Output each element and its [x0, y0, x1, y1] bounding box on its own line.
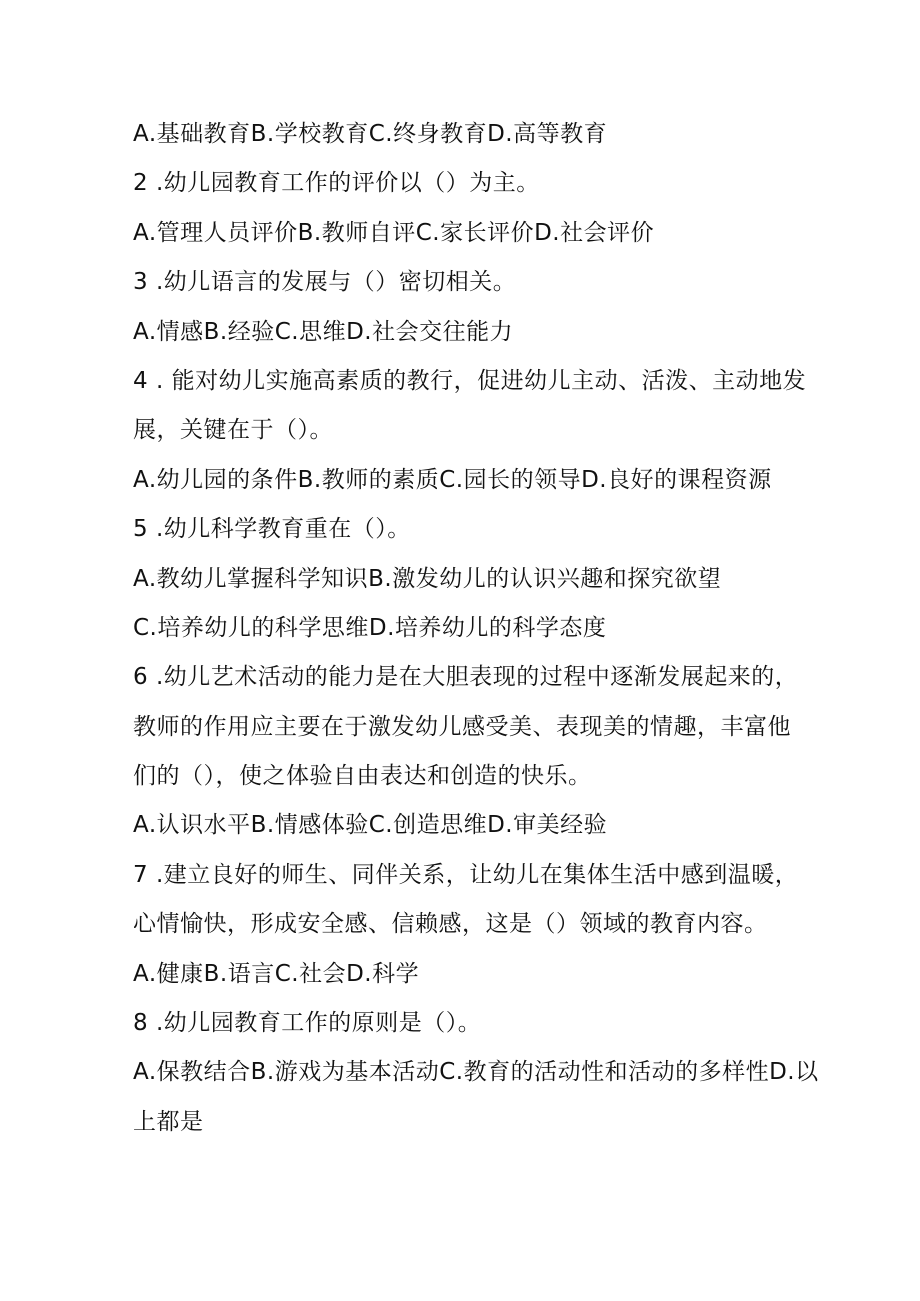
q4-question-line-1: 4 . 能对幼儿实施高素质的教行，促进幼儿主动、活泼、主动地发	[133, 367, 807, 394]
q2-options: A.管理人员评价B.教师自评C.家长评价D.社会评价	[133, 219, 655, 246]
q8-question: 8 .幼儿园教育工作的原则是（）。	[133, 1010, 482, 1037]
q5-options-line-2: C.培养幼儿的科学思维D.培养幼儿的科学态度	[133, 614, 607, 641]
q4-options: A.幼儿园的条件B.教师的素质C.园长的领导D.良好的课程资源	[133, 466, 772, 493]
document-body	[133, 110, 819, 1147]
q3-options: A.情感B.经验C.思维D.社会交往能力	[133, 318, 514, 345]
q6-question-line-1: 6 .幼儿艺术活动的能力是在大胆表现的过程中逐渐发展起来的，	[133, 664, 799, 691]
q8-options-line-1: A.保教结合B.游戏为基本活动C.教育的活动性和活动的多样性D.以	[133, 1059, 819, 1086]
q5-options-line-1: A.教幼儿掌握科学知识B.激发幼儿的认识兴趣和探究欲望	[133, 565, 722, 592]
q1-options: A.基础教育B.学校教育C.终身教育D.高等教育	[133, 121, 608, 147]
q6-question-line-2: 教师的作用应主要在于激发幼儿感受美、表现美的情趣，丰富他	[133, 713, 791, 740]
q7-question-line-2: 心情愉快，形成安全感、信赖感，这是（）领域的教育内容。	[133, 911, 768, 938]
q6-question-line-3: 们的（），使之体验自由表达和创造的快乐。	[133, 763, 592, 790]
q6-options: A.认识水平B.情感体验C.创造思维D.审美经验	[133, 812, 608, 839]
q4-question-line-2: 展，关键在于（）。	[133, 417, 333, 444]
q7-question-line-1: 7 .建立良好的师生、同伴关系，让幼儿在集体生活中感到温暖，	[133, 861, 799, 888]
q5-question: 5 .幼儿科学教育重在（）。	[133, 516, 411, 543]
q8-options-line-2: 上都是	[133, 1108, 204, 1135]
q7-options: A.健康B.语言C.社会D.科学	[133, 960, 420, 987]
q2-question: 2 .幼儿园教育工作的评价以（）为主。	[133, 170, 540, 197]
q3-question: 3 .幼儿语言的发展与（）密切相关。	[133, 269, 517, 296]
